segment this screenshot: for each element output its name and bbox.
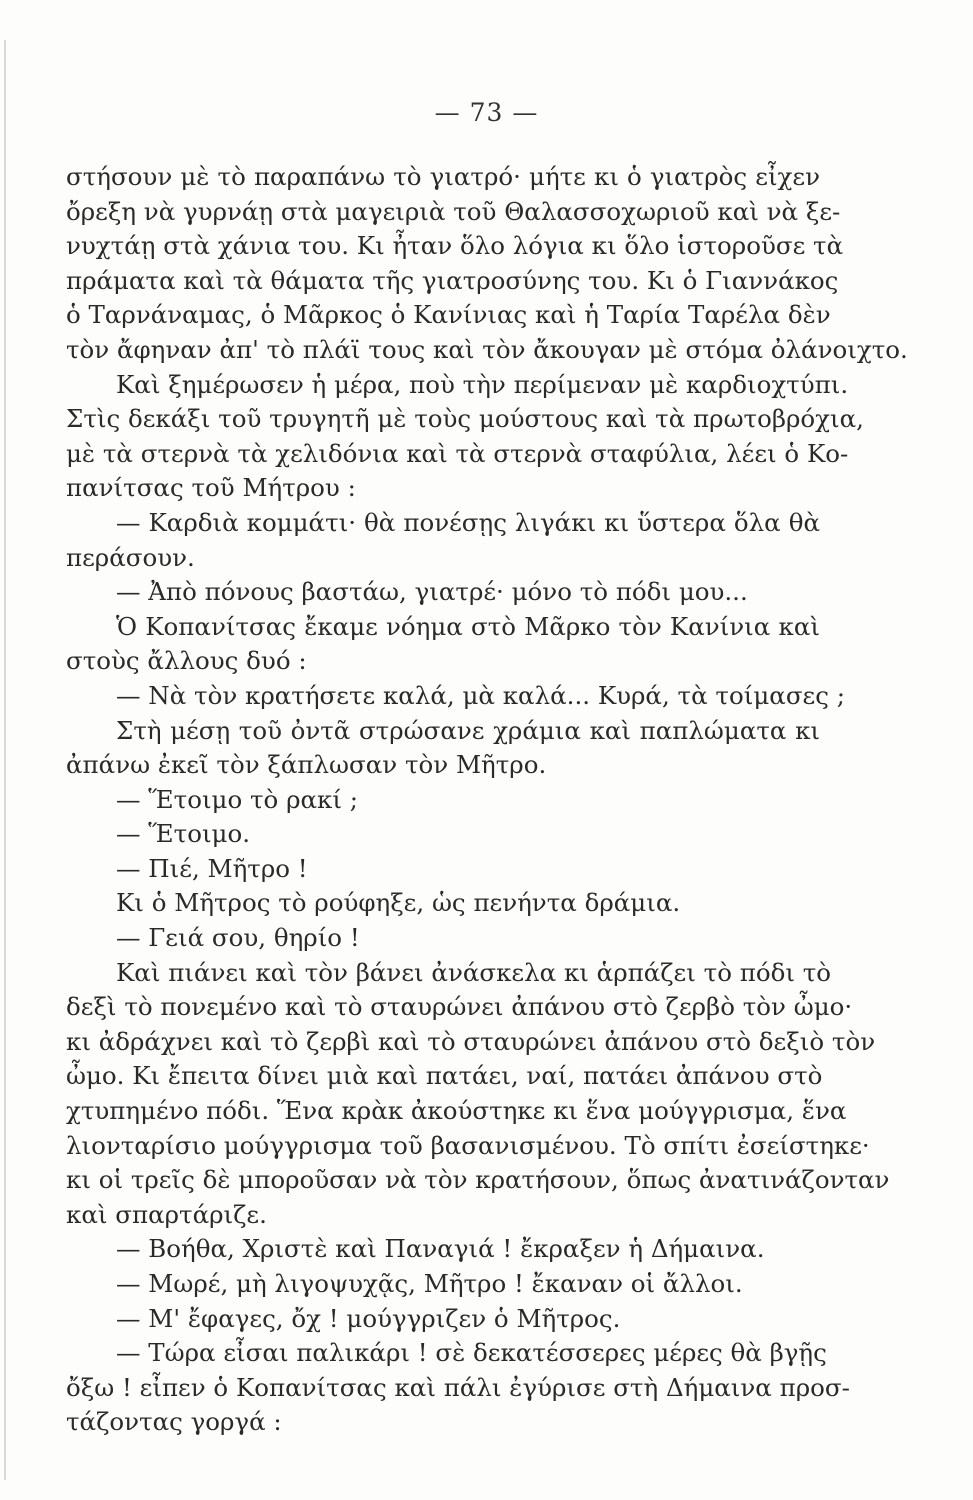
text-line: — Ἀπὸ πόνους βαστάω, γιατρέ· μόνο τὸ πόδι μου... (116, 577, 748, 607)
text-line: — Γειά σου, θηρίο ! (116, 923, 360, 953)
text-line: λιονταρίσιο μούγγρισμα τοῦ βασανισμένου. Τὸ σπίτι ἐσείστηκε· (66, 1130, 870, 1160)
text-line: μὲ τὰ στερνὰ τὰ χελιδόνια καὶ τὰ στερνὰ σταφύλια, λέει ὁ Κο- (66, 438, 849, 468)
text-line: χτυπημένο πόδι. Ἕνα κρὰκ ἀκούστηκε κι ἕνα μούγγρισμα, ἕνα (66, 1096, 847, 1126)
text-line: Ὁ Κοπανίτσας ἔκαμε νόημα στὸ Μᾶρκο τὸν Κανίνια καὶ (116, 611, 820, 641)
text-line: Στὶς δεκάξι τοῦ τρυγητῆ μὲ τοὺς μούστους καὶ τὰ πρωτοβρόχια, (66, 404, 864, 434)
text-line: στοὺς ἄλλους δυό : (66, 646, 307, 676)
text-line: — Ἕτοιμο. (116, 819, 251, 849)
text-line: ὄρεξη νὰ γυρνάῃ στὰ μαγειριὰ τοῦ Θαλασσοχωριοῦ καὶ νὰ ξε- (66, 196, 841, 226)
text-line: ὄξω ! εἶπεν ὁ Κοπανίτσας καὶ πάλι ἐγύρισε στὴ Δήμαινα προσ- (66, 1372, 850, 1402)
text-line: — Μ' ἔφαγες, ὄχ ! μούγγριζεν ὁ Μῆτρος. (116, 1303, 621, 1333)
text-line: Στὴ μέσῃ τοῦ ὀντᾶ στρώσανε χράμια καὶ παπλώματα κι (116, 715, 820, 745)
text-line: πράματα καὶ τὰ θάματα τῆς γιατροσύνης του. Κι ὁ Γιαννάκος (66, 265, 839, 295)
text-line: ὁ Ταρνάναμας, ὁ Μᾶρκος ὁ Κανίνιας καὶ ἡ Ταρία Ταρέλα δὲν (66, 300, 831, 330)
text-line: τάζοντας γοργά : (66, 1407, 282, 1437)
text-line: κι οἱ τρεῖς δὲ μποροῦσαν νὰ τὸν κρατήσουν, ὅπως ἀνατινάζονταν (66, 1165, 890, 1195)
text-line: κι ἀδράχνει καὶ τὸ ζερβὶ καὶ τὸ σταυρώνει ἀπάνου στὸ δεξιὸ τὸν (66, 1026, 876, 1056)
text-line: — Καρδιὰ κομμάτι· θὰ πονέσῃς λιγάκι κι ὕστερα ὅλα θὰ (116, 507, 820, 537)
text-line: — Νὰ τὸν κρατήσετε καλά, μὰ καλά... Κυρά, τὰ τοίμασες ; (116, 680, 845, 710)
text-line: Καὶ ξημέρωσεν ἡ μέρα, ποὺ τὴν περίμεναν μὲ καρδιοχτύπι. (116, 369, 849, 399)
text-line: — Ἕτοιμο τὸ ρακί ; (116, 784, 359, 814)
text-line: — Μωρέ, μὴ λιγοψυχᾷς, Μῆτρο ! ἔκαναν οἱ ἄλλοι. (116, 1269, 743, 1298)
text-line: στήσουν μὲ τὸ παραπάνω τὸ γιατρό· μήτε κι ὁ γιατρὸς εἶχεν (66, 162, 820, 191)
text-line: πανίτσας τοῦ Μήτρου : (66, 473, 356, 503)
text-line: ὦμο. Κι ἔπειτα δίνει μιὰ καὶ πατάει, ναί, πατάει ἀπάνου στὸ (66, 1061, 823, 1091)
text-line: Κι ὁ Μῆτρος τὸ ρούφηξε, ὡς πενήντα δράμια. (116, 888, 681, 918)
text-line: καὶ σπαρτάριζε. (66, 1199, 267, 1229)
text-line: — Βοήθα, Χριστὲ καὶ Παναγιά ! ἔκραξεν ἡ Δήμαινα. (116, 1234, 765, 1264)
text-line: περάσουν. (66, 542, 195, 572)
body-text (66, 160, 908, 1440)
text-line: Καὶ πιάνει καὶ τὸν βάνει ἀνάσκελα κι ἁρπάζει τὸ πόδι τὸ (116, 957, 832, 987)
text-line: ἀπάνω ἐκεῖ τὸν ξάπλωσαν τὸν Μῆτρο. (66, 750, 547, 780)
text-line: νυχτάῃ στὰ χάνια του. Κι ἦταν ὅλο λόγια κι ὅλο ἱστοροῦσε τὰ (66, 231, 844, 261)
page-edge-line (4, 40, 6, 1480)
page-number: — 73 — (434, 98, 539, 127)
text-line: — Τώρα εἶσαι παλικάρι ! σὲ δεκατέσσερες μέρες θὰ βγῇς (116, 1338, 827, 1368)
text-line: — Πιέ, Μῆτρο ! (116, 853, 308, 883)
text-line: δεξὶ τὸ πονεμένο καὶ τὸ σταυρώνει ἀπάνου στὸ ζερβὸ τὸν ὦμο· (66, 992, 853, 1022)
text-line: τὸν ἄφηναν ἀπ' τὸ πλάϊ τους καὶ τὸν ἄκουγαν μὲ στόμα ὀλάνοιχτο. (66, 334, 908, 364)
